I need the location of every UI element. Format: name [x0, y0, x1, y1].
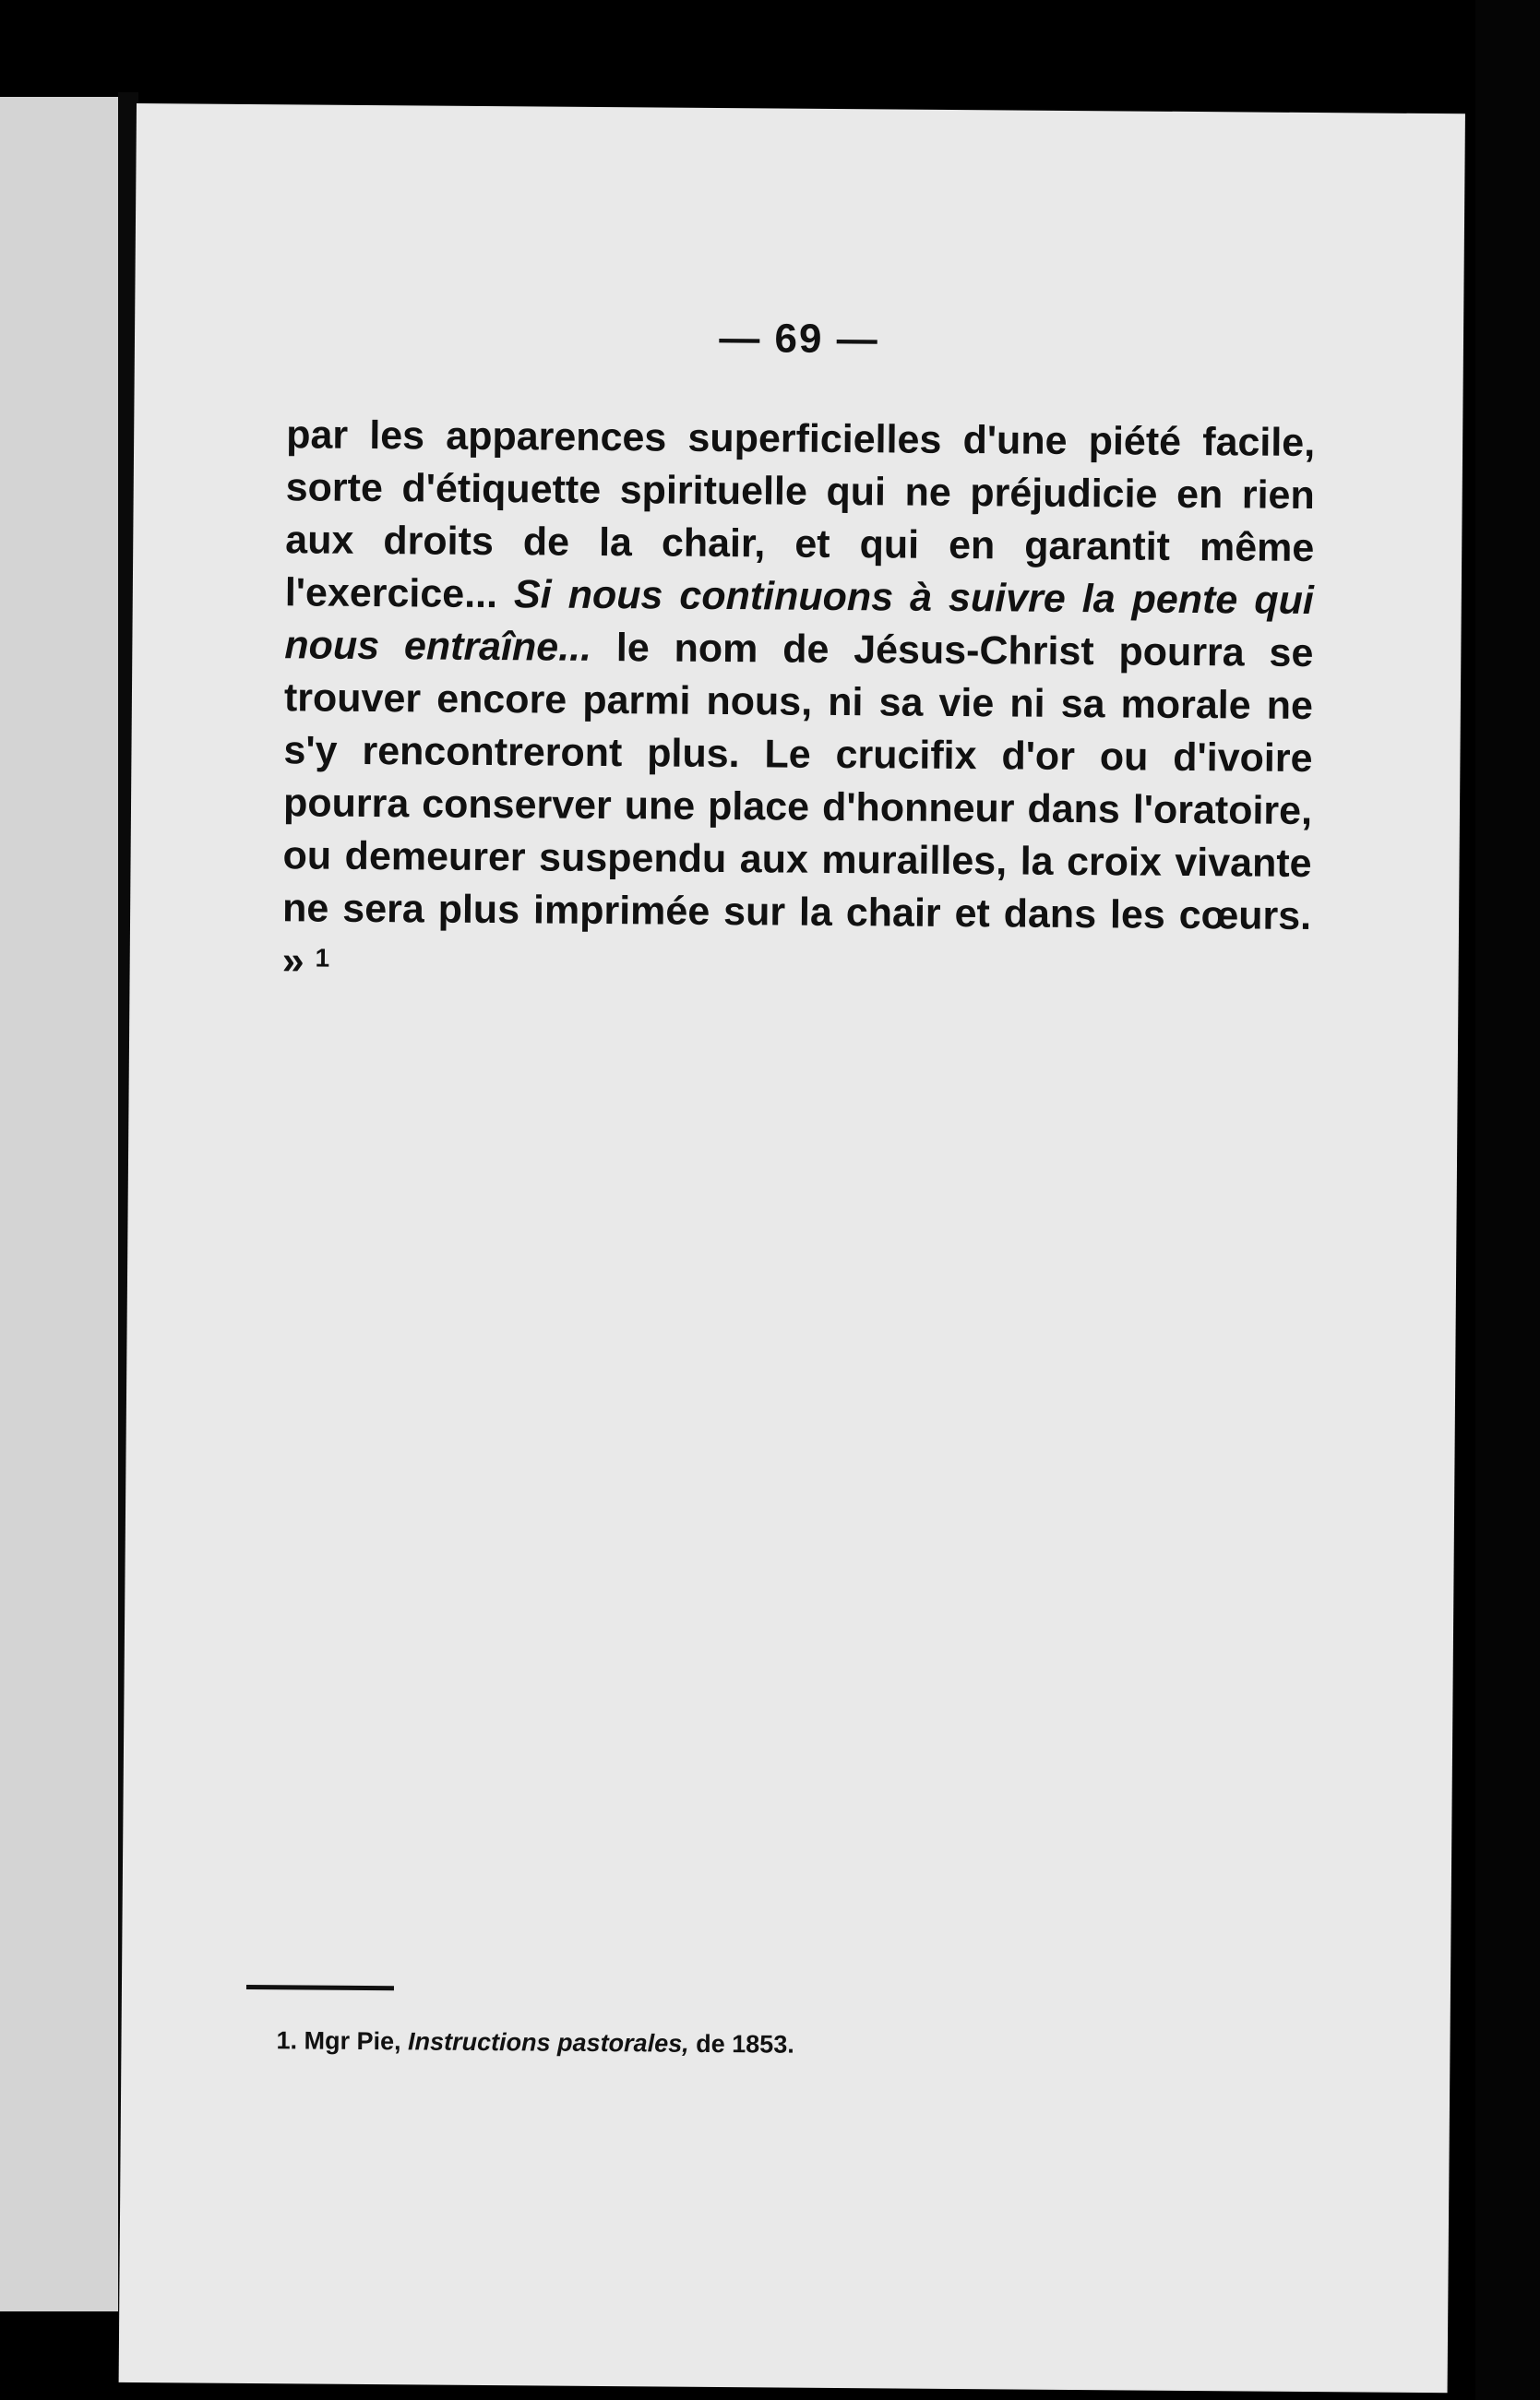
- paragraph-italic-quote: Si nous continuons à suivre la pente qui nous entraîne...: [284, 572, 1314, 670]
- paragraph-text-1: par les apparences superficielles d'une piété facile, sorte d'étiquette spirituelle qui ne préjudicie en rien aux droits de la chair, et qui en garantit même l'exercice...: [284, 412, 1316, 617]
- footnote-number: 1.: [276, 2026, 298, 2055]
- page-number: — 69 —: [719, 315, 879, 363]
- body-paragraph: [281, 409, 1315, 996]
- footnote-reference: 1: [315, 943, 330, 973]
- footnote-date: de 1853.: [696, 2029, 794, 2059]
- scan-border-right: [1475, 0, 1540, 2400]
- footnote-title: Instructions pastorales,: [407, 2027, 689, 2058]
- paragraph-text-2: le nom de Jésus-Christ pourra se trouver encore parmi nous, ni sa vie ni sa morale ne s'y rencontreront plus. Le crucifix d'or ou d'ivoire pourra conserver une place d'honneur dans l'oratoire, ou demeurer suspendu aux murailles, la croix vivante ne sera plus imprimée sur la chair et dans les cœurs. »: [281, 625, 1314, 984]
- book-page: [119, 103, 1465, 2393]
- previous-page-edge: [0, 97, 127, 2311]
- footnote: [276, 2026, 794, 2059]
- footnote-divider: [246, 1985, 394, 1990]
- footnote-author: Mgr Pie,: [304, 2026, 401, 2056]
